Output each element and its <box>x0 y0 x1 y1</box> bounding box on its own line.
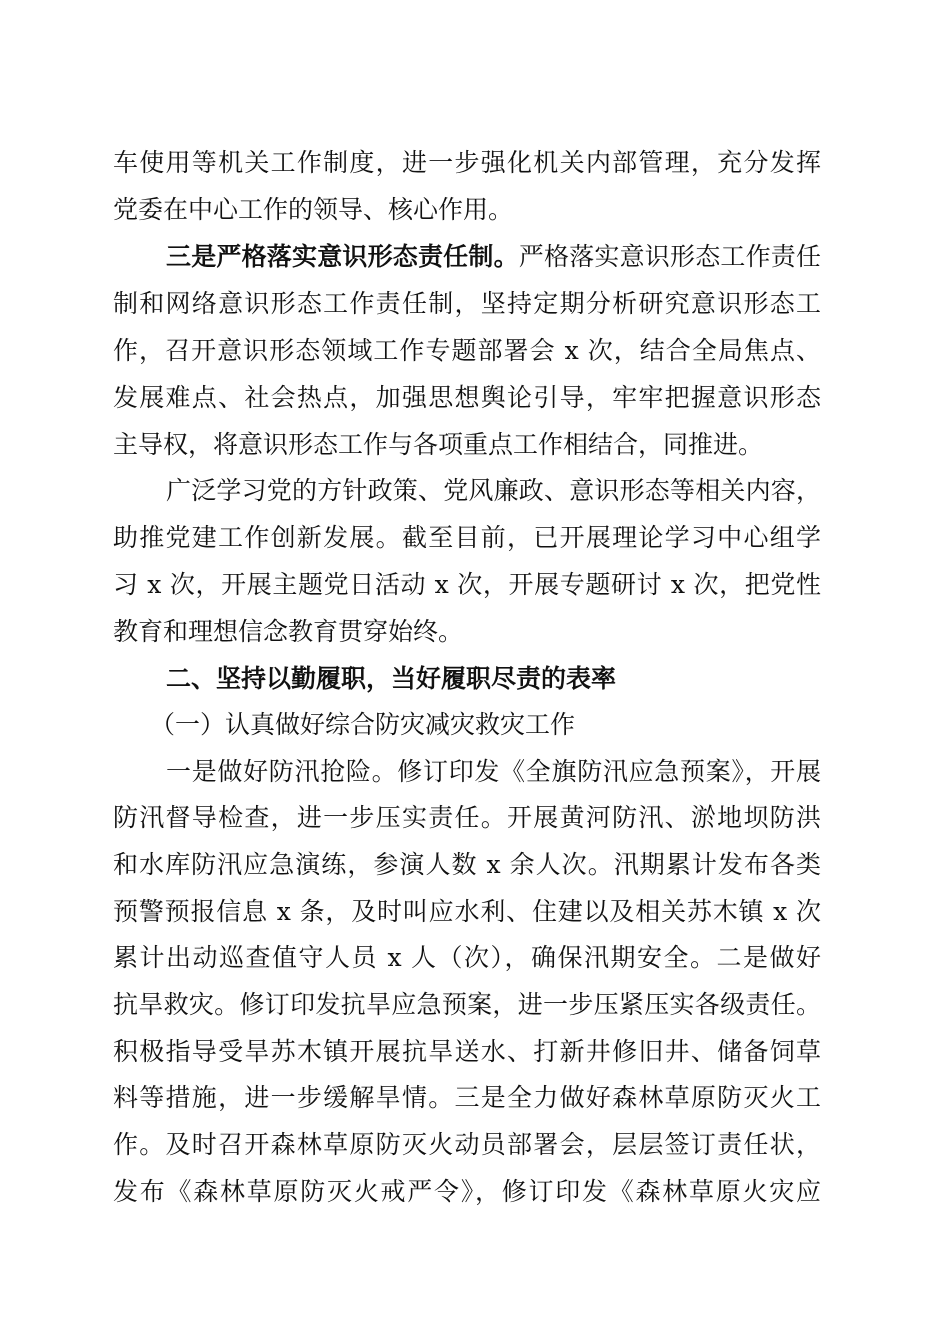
paragraph-line: 主导权，将意识形态工作与各项重点工作相结合，同推进。 <box>113 430 764 459</box>
paragraph-line: 制和网络意识形态工作责任制，坚持定期分析研究意识形态工 <box>113 289 821 318</box>
paragraph-line: 广泛学习党的方针政策、党风廉政、意识形态等相关内容， <box>166 476 821 505</box>
paragraph-line: 抗旱救灾。修订印发抗旱应急预案，进一步压紧压实各级责任。 <box>113 990 821 1019</box>
paragraph-line: 预警预报信息 x 条，及时叫应水利、住建以及相关苏木镇 x 次 <box>113 897 821 926</box>
paragraph-line: 教育和理想信念教育贯穿始终。 <box>113 617 464 646</box>
paragraph-line: 发展难点、社会热点，加强思想舆论引导，牢牢把握意识形态 <box>113 383 821 412</box>
paragraph-line: 料等措施，进一步缓解旱情。三是全力做好森林草原防灭火工 <box>113 1083 821 1112</box>
paragraph-line: 一是做好防汛抢险。修订印发《全旗防汛应急预案》，开展 <box>166 757 821 786</box>
paragraph-line: 助推党建工作创新发展。截至目前，已开展理论学习中心组学 <box>113 523 821 552</box>
paragraph-line: 和水库防汛应急演练，参演人数 x 余人次。汛期累计发布各类 <box>113 850 821 879</box>
paragraph-line: 车使用等机关工作制度，进一步强化机关内部管理，充分发挥 <box>113 148 821 177</box>
paragraph-line: 党委在中心工作的领导、核心作用。 <box>113 195 514 224</box>
paragraph-line: 发布《森林草原防灭火戒严令》，修订印发《森林草原火灾应 <box>113 1177 821 1206</box>
paragraph-line: 作，召开意识形态领域工作专题部署会 x 次，结合全局焦点、 <box>113 336 821 365</box>
subsection-heading: （一）认真做好综合防灾减灾救灾工作 <box>150 710 576 739</box>
paragraph-line: 防汛督导检查，进一步压实责任。开展黄河防汛、淤地坝防洪 <box>113 803 821 832</box>
paragraph-line: 累计出动巡查值守人员 x 人（次），确保汛期安全。二是做好 <box>113 943 821 972</box>
paragraph-text: 严格落实意识形态工作责任 <box>518 242 821 271</box>
section-heading: 二、坚持以勤履职，当好履职尽责的表率 <box>166 664 617 693</box>
paragraph-line: 习 x 次，开展主题党日活动 x 次，开展专题研讨 x 次，把党性 <box>113 570 821 599</box>
paragraph-lead: 三是严格落实意识形态责任制。 <box>166 242 519 271</box>
paragraph-line: 作。及时召开森林草原防灭火动员部署会，层层签订责任状， <box>113 1130 821 1159</box>
paragraph-line <box>166 240 821 274</box>
paragraph-line: 积极指导受旱苏木镇开展抗旱送水、打新井修旧井、储备饲草 <box>113 1037 821 1066</box>
